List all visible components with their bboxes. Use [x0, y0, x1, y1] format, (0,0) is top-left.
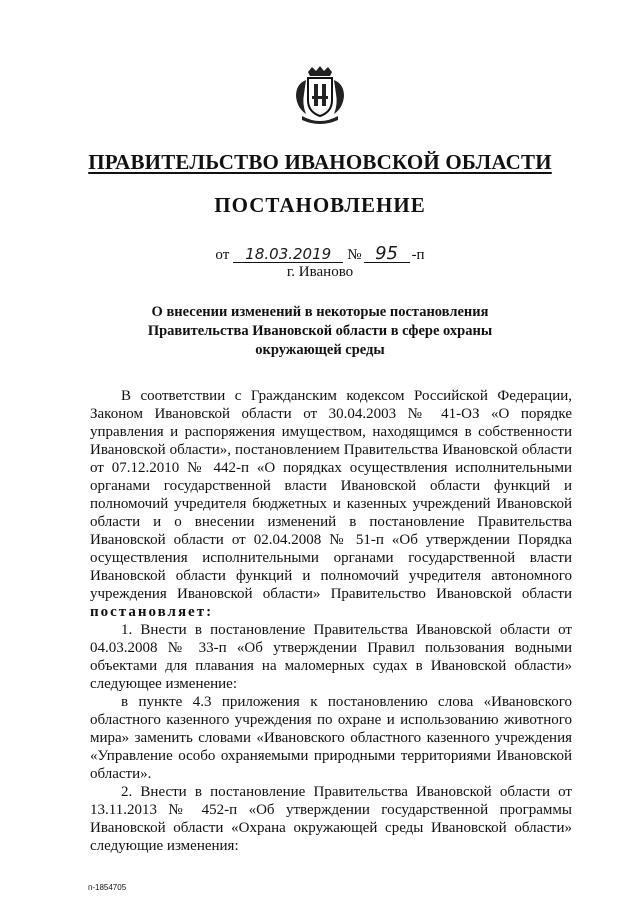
date-number-line — [0, 243, 640, 264]
document-body — [90, 387, 572, 855]
item-1-paragraph: 1. Внести в постановление Правительства Ивановской области от 04.03.2008 № 33-п «Об утверждении Правил пользования водными объектами для плавания на маломерных судах в Ивановской области» следующее изменение: — [90, 622, 572, 692]
number-prefix: № — [347, 247, 362, 263]
coat-of-arms-icon — [292, 66, 348, 128]
preamble-paragraph: В соответствии с Гражданским кодексом Российской Федерации, Законом Ивановской области от 30.04.2003 № 41-ОЗ «О порядке управления и распоряжения имуществом, находящимся в собственности Ивановской области», постановлением Правительства Ивановской области от 07.12.2010 № 442-п «О порядках осуществления исполнительными органами государственной власти Ивановской области функций и полномочий учредителя бюджетных и казенных учреждений Ивановской области и о внесении изменений в постановление Правительства Ивановской области от 02.04.2008 № 51-п «Об утверждении Порядка осуществления исполнительными органами государственной власти Ивановской области функций и полномочий учредителя автономного учреждения Ивановской области» Правительство Ивановской области постановляет: — [90, 388, 572, 620]
item-2-paragraph: 2. Внести в постановление Правительства Ивановской области от 13.11.2013 № 452-п «Об утверждении государственной программы Ивановской области «Охрана окружающей среды Ивановской области» следующие изменения: — [90, 784, 572, 854]
subject-heading: О внесении изменений в некоторые постановления Правительства Ивановской области в сфере охраны окружающей среды — [147, 304, 493, 358]
government-title: ПРАВИТЕЛЬСТВО ИВАНОВСКОЙ ОБЛАСТИ — [88, 150, 552, 174]
decree-word: постановляет: — [90, 604, 214, 620]
document-type: ПОСТАНОВЛЕНИЕ — [214, 193, 426, 217]
number-suffix: -п — [411, 247, 425, 263]
city: г. Иваново — [286, 264, 354, 280]
date-prefix: от — [215, 247, 230, 263]
handwritten-date: 18.03.2019 — [233, 246, 343, 263]
footer-code: п-1854705 — [88, 883, 127, 892]
handwritten-number: 95 — [364, 246, 410, 263]
item-1-detail-paragraph: в пункте 4.3 приложения к постановлению слова «Ивановского областного казенного учреждения по охране и использованию животного мира» заменить словами «Ивановского областного казенного учреждения «Управление особо охраняемыми природными территориями Ивановской области». — [90, 694, 572, 782]
